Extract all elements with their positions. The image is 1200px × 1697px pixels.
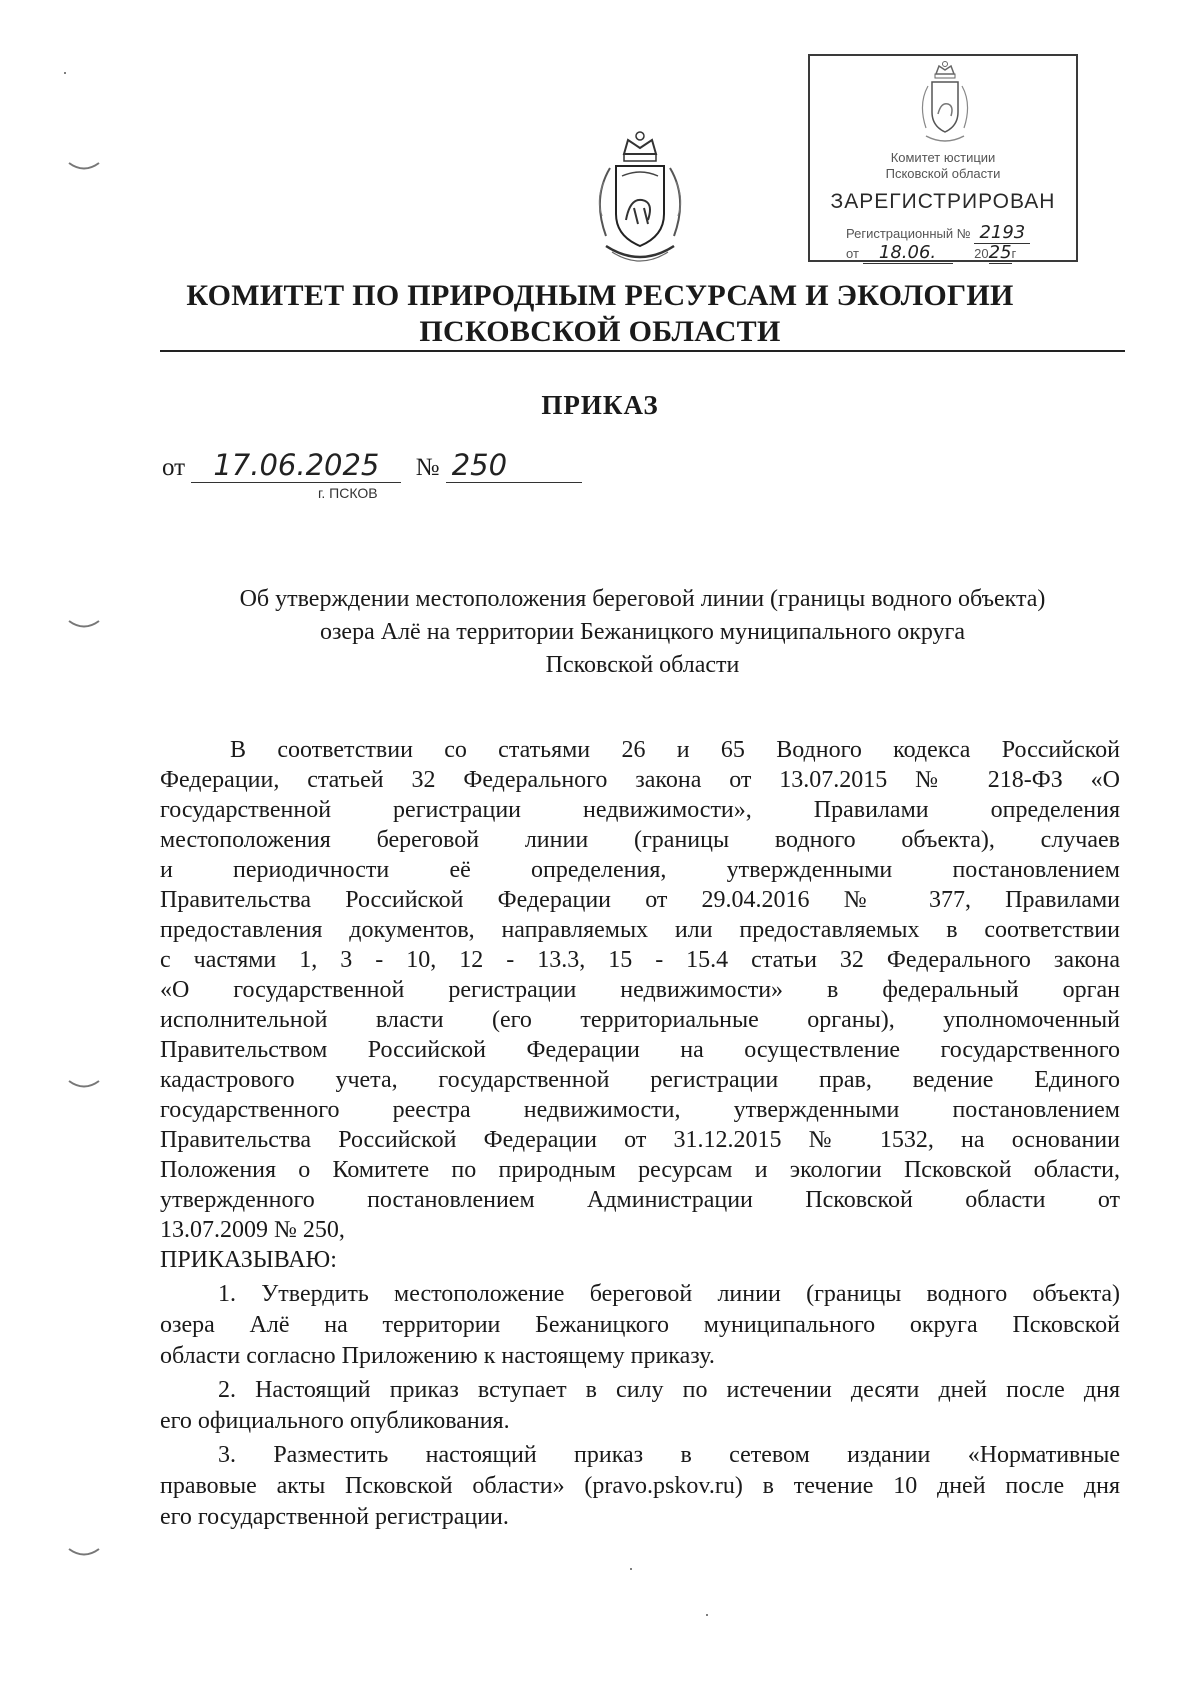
- stamp-year-suffix: г: [1011, 246, 1017, 261]
- body-line: 13.07.2009 № 250,: [160, 1217, 345, 1243]
- order-date: 17.06.2025: [191, 448, 401, 483]
- coat-of-arms-icon: [910, 60, 980, 152]
- stamp-year-value: 25: [988, 242, 1012, 263]
- doc-type: ПРИКАЗ: [541, 390, 659, 420]
- body-line: Федерации, статьей 32 Федерального закона от 13.07.2015 № 218-ФЗ «О: [160, 767, 1120, 793]
- binder-mark: [68, 1078, 100, 1092]
- clause-1-line: 1. Утвердить местоположение береговой линии (границы водного объекта): [218, 1281, 1120, 1307]
- scan-speck: [630, 1568, 632, 1570]
- stamp-reg-number: [846, 222, 1030, 244]
- stamp-authority-line2: Псковской области: [885, 166, 1001, 181]
- order-subject: [160, 583, 1125, 682]
- coat-of-arms-icon: [582, 128, 698, 274]
- header-divider: [160, 350, 1125, 352]
- clause-2-line: 2. Настоящий приказ вступает в силу по истечении десяти дней после дня: [218, 1377, 1120, 1403]
- binder-mark: [68, 618, 100, 632]
- stamp-reg-date: [846, 242, 1076, 264]
- body-line: Правительством Российской Федерации на осуществление государственного: [160, 1037, 1120, 1063]
- body-line: кадастрового учета, государственной регистрации прав, ведение Единого: [160, 1067, 1120, 1093]
- body-line: утвержденного постановлением Администрации Псковской области от: [160, 1187, 1120, 1213]
- body-line: Правительства Российской Федерации от 29.04.2016 № 377, Правилами: [160, 887, 1120, 913]
- body-line: исполнительной власти (его территориальные органы), уполномоченный: [160, 1007, 1120, 1033]
- body-line: Правительства Российской Федерации от 31.12.2015 № 1532, на основании: [160, 1127, 1120, 1153]
- stamp-authority-line1: Комитет юстиции: [890, 150, 996, 165]
- body-line: местоположения береговой линии (границы водного объекта), случаев: [160, 827, 1120, 853]
- stamp-reg-label: Регистрационный №: [846, 226, 971, 241]
- body-line: «О государственной регистрации недвижимости» в федеральный орган: [160, 977, 1120, 1003]
- clause-3-line: правовые акты Псковской области» (pravo.pskov.ru) в течение 10 дней после дня: [160, 1473, 1120, 1499]
- stamp-year-prefix: 20: [974, 246, 989, 261]
- clause-3-line: его государственной регистрации.: [160, 1504, 509, 1530]
- body-line: Положения о Комитете по природным ресурсам и экологии Псковской области,: [160, 1157, 1120, 1183]
- stamp-status: ЗАРЕГИСТРИРОВАН: [830, 190, 1056, 213]
- order-verb: ПРИКАЗЫВАЮ:: [160, 1247, 337, 1273]
- scan-speck: [706, 1614, 708, 1616]
- number-prefix: №: [415, 454, 440, 481]
- clause-1-line: области согласно Приложению к настоящему приказу.: [160, 1343, 715, 1369]
- body-line: государственной регистрации недвижимости», Правилами определения: [160, 797, 1120, 823]
- order-date-number-line: [162, 448, 582, 488]
- order-number: 250: [446, 448, 582, 483]
- clause-1-line: озера Алё на территории Бежаницкого муниципального округа Псковской: [160, 1312, 1120, 1338]
- clause-2-line: его официального опубликования.: [160, 1408, 510, 1434]
- stamp-date-value: 18.06.: [863, 242, 953, 264]
- subject-line: Псковской области: [545, 652, 740, 678]
- subject-line: Об утверждении местоположения береговой линии (границы водного объекта): [239, 586, 1046, 612]
- binder-mark: [68, 160, 100, 174]
- stamp-date-prefix: от: [846, 246, 859, 261]
- body-line: государственного реестра недвижимости, утвержденными постановлением: [160, 1097, 1120, 1123]
- org-name-line1: КОМИТЕТ ПО ПРИРОДНЫМ РЕСУРСАМ И ЭКОЛОГИИ: [186, 279, 1014, 312]
- body-line: с частями 1, 3 - 10, 12 - 13.3, 15 - 15.4 статьи 32 Федерального закона: [160, 947, 1120, 973]
- org-name-line2: ПСКОВСКОЙ ОБЛАСТИ: [419, 315, 781, 348]
- issue-city: г. ПСКОВ: [318, 485, 378, 501]
- body-line: и периодичности её определения, утвержденными постановлением: [160, 857, 1120, 883]
- date-prefix: от: [162, 454, 186, 481]
- body-line: предоставления документов, направляемых или предоставляемых в соответствии: [160, 917, 1120, 943]
- stamp-reg-value: 2193: [974, 222, 1030, 244]
- scan-speck: [64, 72, 66, 74]
- registration-stamp: [808, 54, 1078, 262]
- clause-3-line: 3. Разместить настоящий приказ в сетевом издании «Нормативные: [218, 1442, 1120, 1468]
- subject-line: озера Алё на территории Бежаницкого муниципального округа: [319, 619, 966, 645]
- body-line: В соответствии со статьями 26 и 65 Водного кодекса Российской: [230, 737, 1120, 763]
- binder-mark: [68, 1546, 100, 1560]
